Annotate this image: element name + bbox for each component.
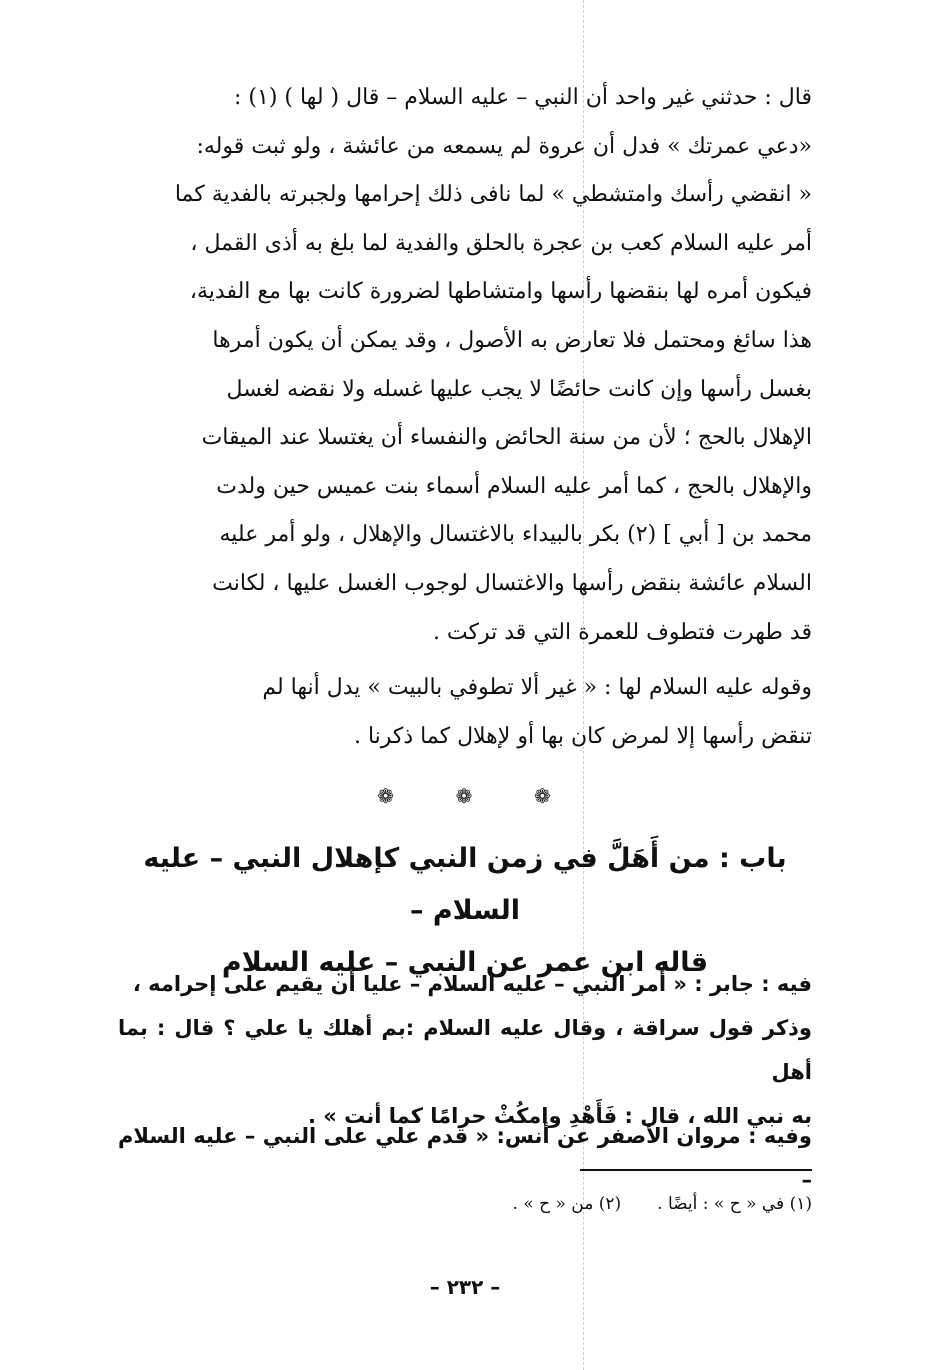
separator-ornament: ❁ xyxy=(533,784,553,808)
text-line: وقوله عليه السلام لها : « غير ألا تطوفي بالبيت » يدل أنها لم xyxy=(262,675,812,700)
footnote-1: (١) في « ح » : أيضًا . xyxy=(657,1194,812,1214)
footnotes xyxy=(300,1190,812,1218)
text-line: وفيه : مروان الأصفر عن أنس: « قدم علي على النبي – عليه السلام – xyxy=(118,1124,812,1192)
text-line: الإهلال بالحج ؛ لأن من سنة الحائض والنفساء أن يغتسلا عند الميقات xyxy=(201,425,812,451)
heading-line: باب : من أَهَلَّ في زمن النبي كإهلال النبي – عليه السلام – xyxy=(143,843,787,926)
text-line: أمر عليه السلام كعب بن عجرة بالحلق والفدية لما بلغ به أذى القمل ، xyxy=(190,230,812,256)
text-line: فيه : جابر : « أمر النبي – عليه السلام – عليا أن يقيم على إحرامه ، xyxy=(132,972,812,996)
page-number: – ٢٣٢ – xyxy=(429,1275,501,1299)
paragraph-3 xyxy=(118,962,812,1138)
footnote-2: (٢) من « ح » . xyxy=(512,1194,622,1214)
text-line: وذكر قول سراقة ، وقال عليه السلام :بم أهلك يا علي ؟ قال : بما أهل xyxy=(118,1016,812,1084)
text-line: بغسل رأسها وإن كانت حائضًا لا يجب عليها غسله ولا نقضه لغسل xyxy=(226,376,812,402)
text-line: به نبي الله ، قال : فَأَهْدِ وامكُثْ حرامًا كما أنت » . xyxy=(307,1104,812,1128)
text-line: السلام عائشة بنقض رأسها والاغتسال لوجوب الغسل عليها ، لكانت xyxy=(212,570,812,596)
text-line: «دعي عمرتك » فدل أن عروة لم يسمعه من عائشة ، ولو ثبت قوله: xyxy=(196,133,812,159)
text-line: تنقض رأسها إلا لمرض كان بها أو لإهلال كما ذكرنا . xyxy=(353,723,812,749)
text-line: والإهلال بالحج ، كما أمر عليه السلام أسماء بنت عميس حين ولدت xyxy=(216,473,812,499)
paragraph-4 xyxy=(118,1114,812,1202)
section-separator xyxy=(0,784,930,808)
text-line: محمد بن [ أبي ] (٢) بكر بالبيداء بالاغتسال والإهلال ، ولو أمر عليه xyxy=(219,522,812,548)
paragraph-1 xyxy=(118,74,812,657)
paragraph-2 xyxy=(118,664,812,761)
text-line: فيكون أمره لها بنقضها رأسها وامتشاطها لضرورة كانت بها مع الفدية، xyxy=(189,279,812,305)
separator-ornament: ❁ xyxy=(455,784,475,808)
separator-ornament: ❁ xyxy=(377,784,397,808)
text-line: « انقضي رأسك وامتشطي » لما نافى ذلك إحرامها ولجبرته بالفدية كما xyxy=(174,182,812,208)
footnote-divider xyxy=(580,1169,812,1171)
text-line: قال : حدثني غير واحد أن النبي – عليه السلام – قال ( لها ) (١) : xyxy=(234,85,812,110)
text-line: قد طهرت فتطوف للعمرة التي قد تركت . xyxy=(432,619,812,645)
heading-line: قاله ابن عمر عن النبي – عليه السلام xyxy=(221,947,709,978)
text-line: هذا سائغ ومحتمل فلا تعارض به الأصول ، وقد يمكن أن يكون أمرها xyxy=(212,327,812,353)
